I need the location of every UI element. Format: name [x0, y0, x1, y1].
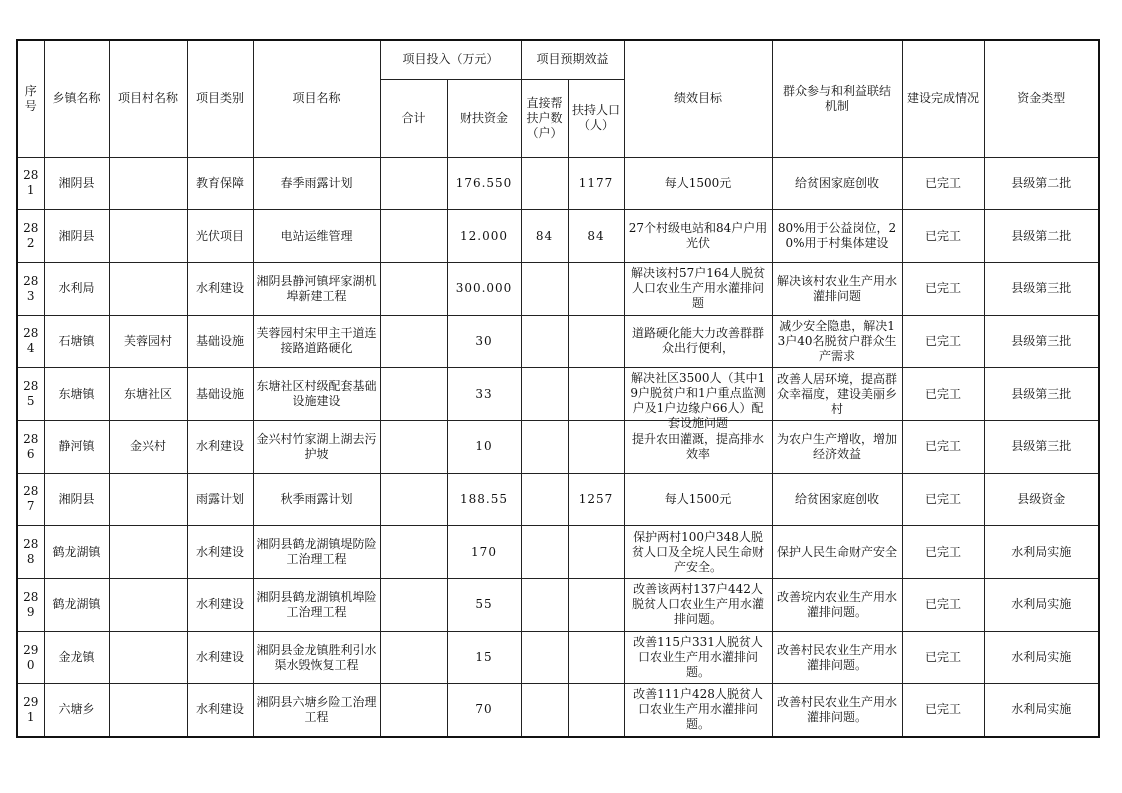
cell-fund-type: 水利局实施 — [984, 526, 1099, 579]
cell-people — [568, 631, 624, 684]
cell-seq: 284 — [17, 315, 44, 368]
cell-mechanism — [772, 526, 902, 579]
cell-goal — [624, 526, 772, 579]
cell-category: 水利建设 — [187, 526, 253, 579]
cell-total — [380, 368, 447, 421]
cell-goal-text: 道路硬化能大力改善群群众出行便利， — [632, 326, 765, 356]
cell-status: 已完工 — [902, 157, 984, 210]
cell-goal — [624, 157, 772, 210]
cell-mechanism-text: 为农户生产增收，增加经济效益 — [777, 431, 898, 461]
cell-goal-text: 提升农田灌溉，提高排水效率 — [632, 431, 765, 461]
cell-town: 湘阴县 — [44, 157, 109, 210]
cell-households — [521, 473, 568, 526]
cell-status: 已完工 — [902, 473, 984, 526]
cell-total — [380, 210, 447, 263]
header-project-name: 项目名称 — [253, 40, 380, 157]
cell-town: 湘阴县 — [44, 210, 109, 263]
cell-goal — [624, 262, 772, 315]
cell-category: 教育保障 — [187, 157, 253, 210]
cell-fund: 300.000 — [447, 262, 521, 315]
cell-village — [109, 210, 187, 263]
cell-people — [568, 368, 624, 421]
cell-people — [568, 526, 624, 579]
cell-mechanism — [772, 368, 902, 421]
header-fund: 财扶资金 — [447, 79, 521, 157]
cell-mechanism-text: 保护人民生命财产安全 — [777, 544, 898, 559]
cell-fund-type: 县级第三批 — [984, 262, 1099, 315]
cell-project-name: 芙蓉园村宋甲主干道连接路道路硬化 — [253, 315, 380, 368]
cell-goal — [624, 368, 772, 431]
cell-project-name: 电站运维管理 — [253, 210, 380, 263]
cell-fund: 33 — [447, 368, 521, 421]
cell-village — [109, 526, 187, 579]
cell-village: 芙蓉园村 — [109, 315, 187, 368]
cell-status: 已完工 — [902, 684, 984, 737]
cell-mechanism-text: 80%用于公益岗位，20%用于村集体建设 — [777, 221, 897, 251]
header-town: 乡镇名称 — [44, 40, 109, 157]
table-row — [17, 210, 1099, 263]
header-investment: 项目投入（万元） — [380, 40, 521, 79]
cell-status: 已完工 — [902, 368, 984, 421]
cell-households — [521, 579, 568, 632]
cell-goal-text: 改善115户331人脱贫人口农业生产用水灌排问题。 — [633, 635, 763, 680]
cell-village — [109, 631, 187, 684]
cell-status: 已完工 — [902, 262, 984, 315]
cell-seq: 283 — [17, 262, 44, 315]
cell-total — [380, 420, 447, 473]
cell-mechanism-text: 改善垸内农业生产用水灌排问题。 — [777, 589, 898, 619]
cell-seq: 288 — [17, 526, 44, 579]
cell-mechanism — [772, 473, 902, 526]
cell-town: 金龙镇 — [44, 631, 109, 684]
cell-category: 水利建设 — [187, 684, 253, 737]
table-row — [17, 473, 1099, 526]
cell-total — [380, 631, 447, 684]
cell-goal-text: 每人1500元 — [664, 175, 732, 190]
cell-mechanism — [772, 315, 902, 368]
header-village: 项目村名称 — [109, 40, 187, 157]
cell-mechanism-text: 减少安全隐患，解决13户40名脱贫户群众生产需求 — [777, 318, 897, 363]
cell-total — [380, 473, 447, 526]
cell-goal-text: 每人1500元 — [664, 491, 732, 506]
cell-people: 84 — [568, 210, 624, 263]
cell-fund-type: 县级第二批 — [984, 210, 1099, 263]
table-row — [17, 420, 1099, 473]
cell-category: 水利建设 — [187, 420, 253, 473]
cell-mechanism-text: 改善人居环境，提高群众幸福度，建设美丽乡村 — [777, 371, 898, 416]
cell-mechanism — [772, 579, 902, 632]
cell-goal-text: 解决该村57户164人脱贫人口农业生产用水灌排问题 — [630, 266, 766, 311]
cell-mechanism-text: 给贫困家庭创收 — [795, 491, 880, 506]
header-category: 项目类别 — [187, 40, 253, 157]
header-people: 扶持人口（人） — [568, 79, 624, 157]
cell-village: 金兴村 — [109, 420, 187, 473]
table-row — [17, 631, 1099, 684]
cell-town: 湘阴县 — [44, 473, 109, 526]
cell-goal — [624, 315, 772, 368]
cell-status: 已完工 — [902, 526, 984, 579]
cell-fund: 12.000 — [447, 210, 521, 263]
cell-goal — [624, 473, 772, 526]
project-table — [16, 39, 1100, 738]
cell-fund-type: 县级第三批 — [984, 368, 1099, 421]
cell-seq: 290 — [17, 631, 44, 684]
cell-town: 鹤龙湖镇 — [44, 526, 109, 579]
cell-project-name: 秋季雨露计划 — [253, 473, 380, 526]
cell-mechanism-text: 改善村民农业生产用水灌排问题。 — [777, 642, 898, 672]
cell-total — [380, 262, 447, 315]
cell-people: 1177 — [568, 157, 624, 210]
cell-fund: 188.55 — [447, 473, 521, 526]
table-row — [17, 684, 1099, 737]
cell-status: 已完工 — [902, 420, 984, 473]
cell-mechanism — [772, 631, 902, 684]
cell-goal — [624, 631, 772, 684]
cell-mechanism — [772, 210, 902, 263]
cell-fund-type: 县级第二批 — [984, 157, 1099, 210]
cell-seq: 289 — [17, 579, 44, 632]
table-row — [17, 262, 1099, 315]
cell-project-name: 湘阴县金龙镇胜利引水渠水毁恢复工程 — [253, 631, 380, 684]
cell-total — [380, 684, 447, 737]
cell-project-name: 金兴村竹家湖上湖去污护坡 — [253, 420, 380, 473]
cell-seq: 287 — [17, 473, 44, 526]
cell-households — [521, 368, 568, 421]
cell-town: 水利局 — [44, 262, 109, 315]
table-row — [17, 368, 1099, 421]
cell-mechanism-text: 改善村民农业生产用水灌排问题。 — [777, 694, 898, 724]
cell-households — [521, 526, 568, 579]
cell-total — [380, 157, 447, 210]
cell-people: 1257 — [568, 473, 624, 526]
cell-total — [380, 579, 447, 632]
header-fund-type: 资金类型 — [984, 40, 1099, 157]
cell-category: 雨露计划 — [187, 473, 253, 526]
cell-village — [109, 473, 187, 526]
cell-village — [109, 157, 187, 210]
cell-village — [109, 579, 187, 632]
header-mechanism: 群众参与和利益联结机制 — [772, 40, 902, 157]
cell-mechanism — [772, 684, 902, 737]
cell-households — [521, 157, 568, 210]
cell-households — [521, 262, 568, 315]
cell-status: 已完工 — [902, 315, 984, 368]
cell-households — [521, 420, 568, 473]
cell-goal — [624, 579, 772, 632]
cell-fund: 176.550 — [447, 157, 521, 210]
cell-goal-text: 保护两村100户348人脱贫人口及全垸人民生命财产安全。 — [632, 529, 765, 574]
header-total: 合计 — [380, 79, 447, 157]
cell-households — [521, 684, 568, 737]
cell-village — [109, 684, 187, 737]
cell-goal — [624, 684, 772, 737]
cell-fund: 70 — [447, 684, 521, 737]
cell-mechanism — [772, 420, 902, 473]
cell-category: 水利建设 — [187, 579, 253, 632]
cell-project-name: 湘阴县鹤龙湖镇堤防险工治理工程 — [253, 526, 380, 579]
cell-status: 已完工 — [902, 579, 984, 632]
cell-fund: 55 — [447, 579, 521, 632]
cell-fund-type: 水利局实施 — [984, 631, 1099, 684]
cell-category: 水利建设 — [187, 262, 253, 315]
cell-seq: 286 — [17, 420, 44, 473]
header-goal: 绩效目标 — [624, 40, 772, 157]
cell-fund-type: 水利局实施 — [984, 579, 1099, 632]
cell-project-name: 湘阴县静河镇坪家湖机埠新建工程 — [253, 262, 380, 315]
cell-status: 已完工 — [902, 210, 984, 263]
cell-town: 东塘镇 — [44, 368, 109, 421]
cell-fund: 30 — [447, 315, 521, 368]
cell-seq: 282 — [17, 210, 44, 263]
cell-fund: 15 — [447, 631, 521, 684]
cell-fund-type: 水利局实施 — [984, 684, 1099, 737]
cell-project-name: 湘阴县鹤龙湖镇机埠险工治理工程 — [253, 579, 380, 632]
cell-fund-type: 县级第三批 — [984, 420, 1099, 473]
cell-town: 鹤龙湖镇 — [44, 579, 109, 632]
cell-seq: 281 — [17, 157, 44, 210]
cell-mechanism-text: 给贫困家庭创收 — [795, 175, 880, 190]
cell-project-name: 春季雨露计划 — [253, 157, 380, 210]
header-status: 建设完成情况 — [902, 40, 984, 157]
cell-people — [568, 420, 624, 473]
cell-goal-text: 改善该两村137户442人脱贫人口农业生产用水灌排问题。 — [632, 582, 765, 627]
cell-fund: 10 — [447, 420, 521, 473]
table-row — [17, 157, 1099, 210]
cell-goal — [624, 210, 772, 263]
cell-fund-type: 县级资金 — [984, 473, 1099, 526]
cell-project-name: 东塘社区村级配套基础设施建设 — [253, 368, 380, 421]
cell-households — [521, 315, 568, 368]
header-seq: 序号 — [17, 40, 44, 157]
cell-category: 水利建设 — [187, 631, 253, 684]
cell-people — [568, 579, 624, 632]
table-row — [17, 526, 1099, 579]
cell-town: 静河镇 — [44, 420, 109, 473]
cell-category: 光伏项目 — [187, 210, 253, 263]
cell-mechanism — [772, 157, 902, 210]
cell-village: 东塘社区 — [109, 368, 187, 421]
header-households: 直接帮扶户数（户） — [521, 79, 568, 157]
cell-mechanism-text: 解决该村农业生产用水灌排问题 — [777, 273, 898, 303]
cell-people — [568, 315, 624, 368]
header-benefit: 项目预期效益 — [521, 40, 624, 79]
cell-category: 基础设施 — [187, 368, 253, 421]
cell-mechanism — [772, 262, 902, 315]
cell-town: 石塘镇 — [44, 315, 109, 368]
cell-seq: 285 — [17, 368, 44, 421]
cell-goal-text: 解决社区3500人（其中19户脱贫户和1户重点监测户及1户边缘户66人）配套设施问题 — [630, 371, 766, 431]
cell-people — [568, 684, 624, 737]
cell-project-name: 湘阴县六塘乡险工治理工程 — [253, 684, 380, 737]
cell-total — [380, 526, 447, 579]
cell-seq: 291 — [17, 684, 44, 737]
header-row-1 — [17, 40, 1099, 79]
cell-village — [109, 262, 187, 315]
cell-status: 已完工 — [902, 631, 984, 684]
cell-goal-text: 27个村级电站和84户户用光伏 — [628, 221, 768, 251]
cell-households: 84 — [521, 210, 568, 263]
table-row — [17, 315, 1099, 368]
cell-goal-text: 改善111户428人脱贫人口农业生产用水灌排问题。 — [633, 687, 763, 732]
cell-fund: 170 — [447, 526, 521, 579]
cell-households — [521, 631, 568, 684]
cell-people — [568, 262, 624, 315]
cell-town: 六塘乡 — [44, 684, 109, 737]
table-row — [17, 579, 1099, 632]
cell-total — [380, 315, 447, 368]
cell-fund-type: 县级第三批 — [984, 315, 1099, 368]
cell-category: 基础设施 — [187, 315, 253, 368]
